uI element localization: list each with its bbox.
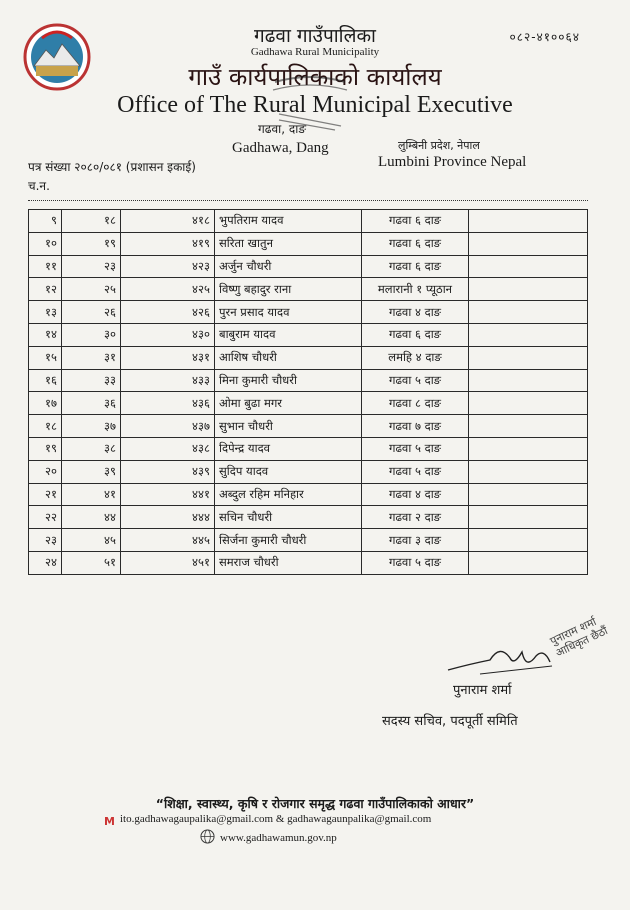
symbol-cell: ४४१ bbox=[121, 483, 215, 506]
province-en: Lumbini Province Nepal bbox=[378, 154, 527, 170]
signature-mark bbox=[440, 640, 560, 680]
address-cell: गढवा ५ दाङ bbox=[362, 460, 469, 483]
signatory-name: पुनाराम शर्मा bbox=[453, 683, 512, 698]
serial-cell: १६ bbox=[29, 369, 62, 392]
remarks-cell bbox=[469, 506, 588, 529]
remarks-cell bbox=[469, 369, 588, 392]
remarks-cell bbox=[469, 415, 588, 438]
roll-cell: ३१ bbox=[62, 346, 121, 369]
dispatch-number: च.न. bbox=[28, 179, 50, 193]
address-cell: गढवा ५ दाङ bbox=[362, 369, 469, 392]
signatory-title: सदस्य सचिव, पदपूर्ती समिति bbox=[382, 714, 518, 729]
province-np: लुम्बिनी प्रदेश, नेपाल bbox=[398, 139, 480, 152]
remarks-cell bbox=[469, 529, 588, 552]
table-row bbox=[29, 460, 588, 483]
roll-cell: ३९ bbox=[62, 460, 121, 483]
remarks-cell bbox=[469, 210, 588, 233]
remarks-cell bbox=[469, 483, 588, 506]
address-cell: गढवा ४ दाङ bbox=[362, 301, 469, 324]
address-cell: गढवा ३ दाङ bbox=[362, 529, 469, 552]
address-cell: गढवा ८ दाङ bbox=[362, 392, 469, 415]
name-cell: अब्दुल रहिम मनिहार bbox=[215, 483, 362, 506]
address-cell: गढवा ७ दाङ bbox=[362, 415, 469, 438]
symbol-cell: ४२५ bbox=[121, 278, 215, 301]
serial-cell: १५ bbox=[29, 346, 62, 369]
roll-cell: ३६ bbox=[62, 392, 121, 415]
name-cell: भुपतिराम यादव bbox=[215, 210, 362, 233]
serial-cell: २१ bbox=[29, 483, 62, 506]
roll-cell: ३८ bbox=[62, 437, 121, 460]
table-row bbox=[29, 529, 588, 552]
name-cell: पुरन प्रसाद यादव bbox=[215, 301, 362, 324]
serial-cell: १९ bbox=[29, 437, 62, 460]
gmail-icon: M bbox=[104, 815, 115, 828]
remarks-cell bbox=[469, 278, 588, 301]
symbol-cell: ४२६ bbox=[121, 301, 215, 324]
serial-cell: १३ bbox=[29, 301, 62, 324]
symbol-cell: ४३३ bbox=[121, 369, 215, 392]
remarks-cell bbox=[469, 232, 588, 255]
address-cell: लमहि ४ दाङ bbox=[362, 346, 469, 369]
table-row bbox=[29, 369, 588, 392]
candidate-table bbox=[28, 209, 588, 575]
address-cell: गढवा २ दाङ bbox=[362, 506, 469, 529]
serial-cell: १७ bbox=[29, 392, 62, 415]
table-row bbox=[29, 210, 588, 233]
symbol-cell: ४३७ bbox=[121, 415, 215, 438]
symbol-cell: ४३६ bbox=[121, 392, 215, 415]
roll-cell: ३० bbox=[62, 323, 121, 346]
letter-number: पत्र संख्या २०८०/०८१ (प्रशासन इकाई) bbox=[28, 160, 196, 174]
name-cell: दिपेन्द्र यादव bbox=[215, 437, 362, 460]
address-cell: गढवा ६ दाङ bbox=[362, 323, 469, 346]
place-en: Gadhawa, Dang bbox=[232, 140, 329, 156]
name-cell: मिना कुमारी चौधरी bbox=[215, 369, 362, 392]
name-cell: आशिष चौधरी bbox=[215, 346, 362, 369]
footer-slogan: “शिक्षा, स्वास्थ्य, कृषि र रोजगार समृद्ध गढवा गाउँपालिकाको आधार” bbox=[155, 796, 475, 811]
remarks-cell bbox=[469, 346, 588, 369]
symbol-cell: ४४४ bbox=[121, 506, 215, 529]
address-cell: गढवा ६ दाङ bbox=[362, 232, 469, 255]
table-row bbox=[29, 346, 588, 369]
office-title-np: गाउँ कार्यपालिकाको कार्यालय bbox=[188, 63, 442, 91]
table-row bbox=[29, 506, 588, 529]
roll-cell: १९ bbox=[62, 232, 121, 255]
table-row bbox=[29, 255, 588, 278]
globe-icon bbox=[200, 829, 215, 844]
serial-cell: १४ bbox=[29, 323, 62, 346]
name-cell: सिर्जना कुमारी चौधरी bbox=[215, 529, 362, 552]
table-row bbox=[29, 392, 588, 415]
municipality-name-np: गढवा गाउँपालिका bbox=[254, 25, 376, 47]
serial-cell: ११ bbox=[29, 255, 62, 278]
name-cell: विष्णु बहादुर राना bbox=[215, 278, 362, 301]
address-cell: गढवा ६ दाङ bbox=[362, 210, 469, 233]
address-cell: मलारानी १ प्यूठान bbox=[362, 278, 469, 301]
serial-cell: १८ bbox=[29, 415, 62, 438]
name-cell: अर्जुन चौधरी bbox=[215, 255, 362, 278]
roll-cell: २३ bbox=[62, 255, 121, 278]
roll-cell: ४४ bbox=[62, 506, 121, 529]
roll-cell: ४५ bbox=[62, 529, 121, 552]
name-cell: सरिता खातुन bbox=[215, 232, 362, 255]
symbol-cell: ४१८ bbox=[121, 210, 215, 233]
roll-cell: २६ bbox=[62, 301, 121, 324]
serial-cell: १० bbox=[29, 232, 62, 255]
remarks-cell bbox=[469, 460, 588, 483]
phone-number: ०८२-४१००६४ bbox=[509, 30, 580, 44]
remarks-cell bbox=[469, 323, 588, 346]
symbol-cell: ४२३ bbox=[121, 255, 215, 278]
symbol-cell: ४१९ bbox=[121, 232, 215, 255]
handwritten-note: पुनाराम शर्मा आधिकृत छैठौं bbox=[548, 615, 610, 660]
roll-cell: ४१ bbox=[62, 483, 121, 506]
serial-cell: २२ bbox=[29, 506, 62, 529]
official-stamp bbox=[255, 74, 365, 134]
symbol-cell: ४३१ bbox=[121, 346, 215, 369]
address-cell: गढवा ६ दाङ bbox=[362, 255, 469, 278]
table-row bbox=[29, 232, 588, 255]
footer-website[interactable]: www.gadhawamun.gov.np bbox=[220, 832, 337, 844]
name-cell: बाबुराम यादव bbox=[215, 323, 362, 346]
roll-cell: १८ bbox=[62, 210, 121, 233]
name-cell: ओमा बुढा मगर bbox=[215, 392, 362, 415]
municipality-name-en: Gadhawa Rural Municipality bbox=[250, 46, 380, 58]
symbol-cell: ४३८ bbox=[121, 437, 215, 460]
table-row bbox=[29, 301, 588, 324]
table-row bbox=[29, 437, 588, 460]
remarks-cell bbox=[469, 551, 588, 574]
table-row bbox=[29, 415, 588, 438]
footer-email[interactable]: ito.gadhawagaupalika@gmail.com & gadhawagaunpalika@gmail.com bbox=[120, 813, 432, 825]
roll-cell: २५ bbox=[62, 278, 121, 301]
remarks-cell bbox=[469, 301, 588, 324]
table-row bbox=[29, 323, 588, 346]
remarks-cell bbox=[469, 392, 588, 415]
roll-cell: ३७ bbox=[62, 415, 121, 438]
place-np: गढवा, दाङ bbox=[258, 122, 307, 136]
name-cell: सुभान चौधरी bbox=[215, 415, 362, 438]
serial-cell: २४ bbox=[29, 551, 62, 574]
table-row bbox=[29, 483, 588, 506]
symbol-cell: ४४५ bbox=[121, 529, 215, 552]
address-cell: गढवा ५ दाङ bbox=[362, 551, 469, 574]
divider-line bbox=[28, 200, 588, 201]
symbol-cell: ४५१ bbox=[121, 551, 215, 574]
symbol-cell: ४३० bbox=[121, 323, 215, 346]
symbol-cell: ४३९ bbox=[121, 460, 215, 483]
name-cell: सचिन चौधरी bbox=[215, 506, 362, 529]
name-cell: सुदिप यादव bbox=[215, 460, 362, 483]
table-row bbox=[29, 278, 588, 301]
remarks-cell bbox=[469, 255, 588, 278]
roll-cell: ५१ bbox=[62, 551, 121, 574]
roll-cell: ३३ bbox=[62, 369, 121, 392]
serial-cell: २३ bbox=[29, 529, 62, 552]
serial-cell: १२ bbox=[29, 278, 62, 301]
address-cell: गढवा ४ दाङ bbox=[362, 483, 469, 506]
office-title-en: Office of The Rural Municipal Executive bbox=[117, 92, 513, 118]
name-cell: समराज चौधरी bbox=[215, 551, 362, 574]
serial-cell: ९ bbox=[29, 210, 62, 233]
address-cell: गढवा ५ दाङ bbox=[362, 437, 469, 460]
remarks-cell bbox=[469, 437, 588, 460]
table-row bbox=[29, 551, 588, 574]
serial-cell: २० bbox=[29, 460, 62, 483]
